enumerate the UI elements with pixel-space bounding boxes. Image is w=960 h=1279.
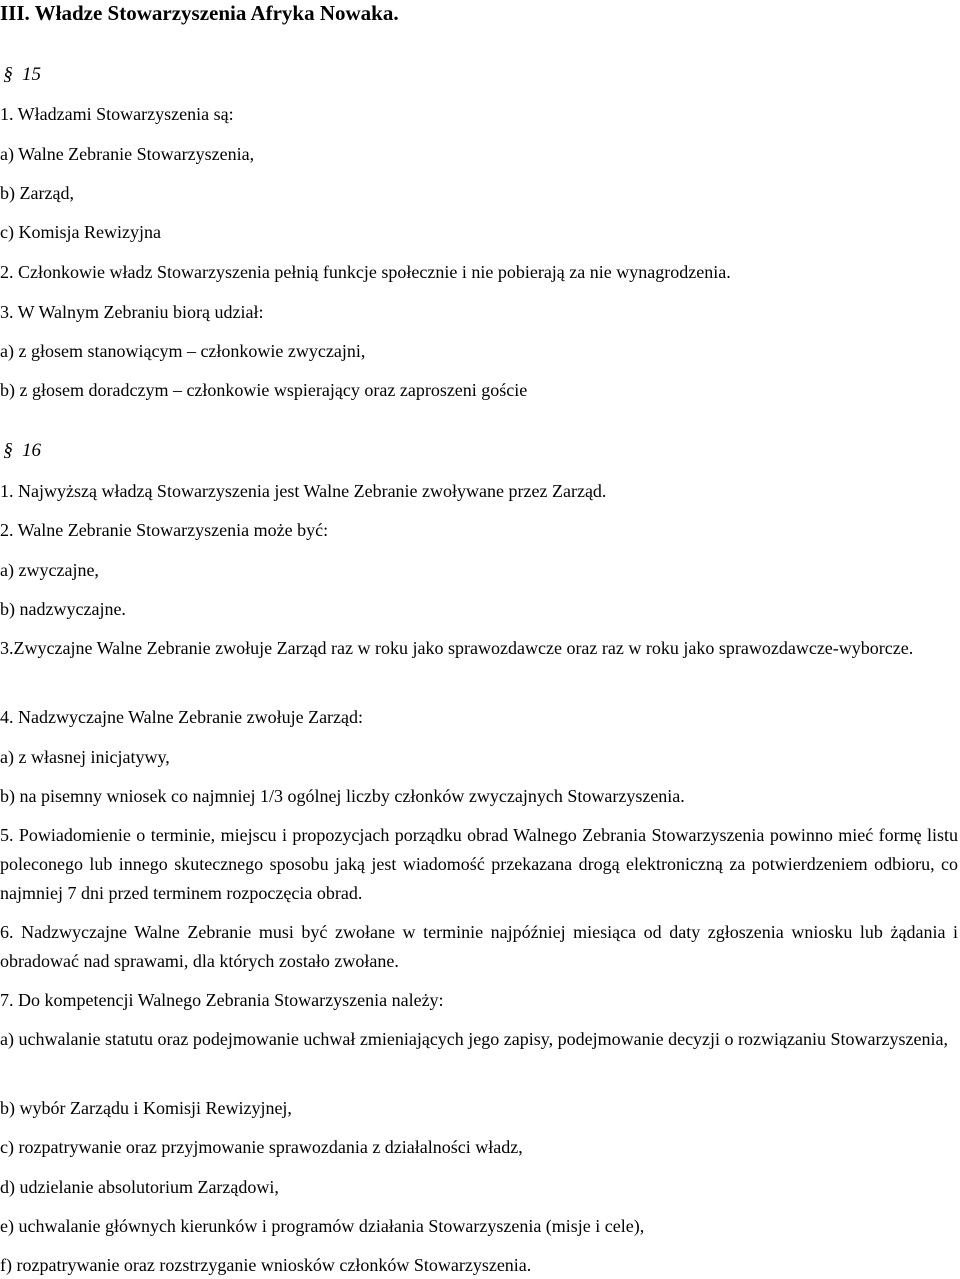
section-number: 16 bbox=[22, 440, 41, 461]
paragraph-line: 1. Władzami Stowarzyszenia są: bbox=[0, 104, 234, 124]
paragraph-line: b) Zarząd, bbox=[0, 183, 74, 203]
paragraph-line: b) na pisemny wniosek co najmniej 1/3 ogólnej liczby członków zwyczajnych Stowarzyszenia. bbox=[0, 786, 685, 806]
paragraph-line: c) Komisja Rewizyjna bbox=[0, 222, 161, 242]
paragraph-line: c) rozpatrywanie oraz przyjmowanie sprawozdania z działalności władz, bbox=[0, 1137, 523, 1157]
chapter-heading: III. Władze Stowarzyszenia Afryka Nowaka. bbox=[0, 1, 399, 25]
paragraph-line: d) udzielanie absolutorium Zarządowi, bbox=[0, 1177, 279, 1197]
section-number: 15 bbox=[22, 64, 41, 85]
paragraph-line: e) uchwalanie głównych kierunków i programów działania Stowarzyszenia (misje i cele), bbox=[0, 1216, 645, 1236]
paragraph-line: a) z głosem stanowiącym – członkowie zwyczajni, bbox=[0, 341, 366, 361]
paragraph-line: 3. W Walnym Zebraniu biorą udział: bbox=[0, 302, 264, 322]
paragraph-line: b) wybór Zarządu i Komisji Rewizyjnej, bbox=[0, 1098, 292, 1118]
section-sign-icon: § bbox=[3, 440, 13, 461]
paragraph-line: b) nadzwyczajne. bbox=[0, 599, 126, 619]
paragraph-block: a) uchwalanie statutu oraz podejmowanie uchwał zmieniających jego zapisy, podejmowanie decyzji o rozwiązaniu Stowarzyszenia, bbox=[0, 1029, 948, 1049]
paragraph-line: b) z głosem doradczym – członkowie wspierający oraz zaproszeni goście bbox=[0, 380, 528, 400]
paragraph-block: 6. Nadzwyczajne Walne Zebranie musi być zwołane w terminie najpóźniej miesiąca od daty zgłoszenia wniosku lub żądania i obradować nad sprawami, dla których zostało zwołane. bbox=[0, 922, 958, 971]
paragraph-line: 2. Członkowie władz Stowarzyszenia pełnią funkcje społecznie i nie pobierają za nie wynagrodzenia. bbox=[0, 262, 731, 282]
paragraph-line: a) zwyczajne, bbox=[0, 560, 99, 580]
paragraph-line: 1. Najwyższą władzą Stowarzyszenia jest Walne Zebranie zwoływane przez Zarząd. bbox=[0, 481, 607, 501]
paragraph-line: a) Walne Zebranie Stowarzyszenia, bbox=[0, 144, 255, 164]
paragraph-line: 4. Nadzwyczajne Walne Zebranie zwołuje Zarząd: bbox=[0, 707, 364, 727]
paragraph-block: 5. Powiadomienie o terminie, miejscu i propozycjach porządku obrad Walnego Zebrania Stowarzyszenia powinno mieć formę listu poleconego lub innego skutecznego sposobu jaką jest wiadomość przekazana drogą elektroniczną za potwierdzeniem odbioru, co najmniej 7 dni przed terminem rozpoczęcia obrad. bbox=[0, 825, 958, 903]
section-marker-16 bbox=[0, 440, 958, 462]
paragraph-line: f) rozpatrywanie oraz rozstrzyganie wniosków członków Stowarzyszenia. bbox=[0, 1255, 532, 1275]
paragraph-line: 2. Walne Zebranie Stowarzyszenia może być: bbox=[0, 520, 329, 540]
section-marker-15 bbox=[0, 64, 958, 86]
paragraph-line: 7. Do kompetencji Walnego Zebrania Stowarzyszenia należy: bbox=[0, 990, 444, 1010]
paragraph-line: a) z własnej inicjatywy, bbox=[0, 747, 170, 767]
paragraph-block: 3.Zwyczajne Walne Zebranie zwołuje Zarząd raz w roku jako sprawozdawcze oraz raz w roku jako sprawozdawcze-wyborcze. bbox=[0, 638, 914, 658]
section-sign-icon: § bbox=[3, 64, 13, 85]
